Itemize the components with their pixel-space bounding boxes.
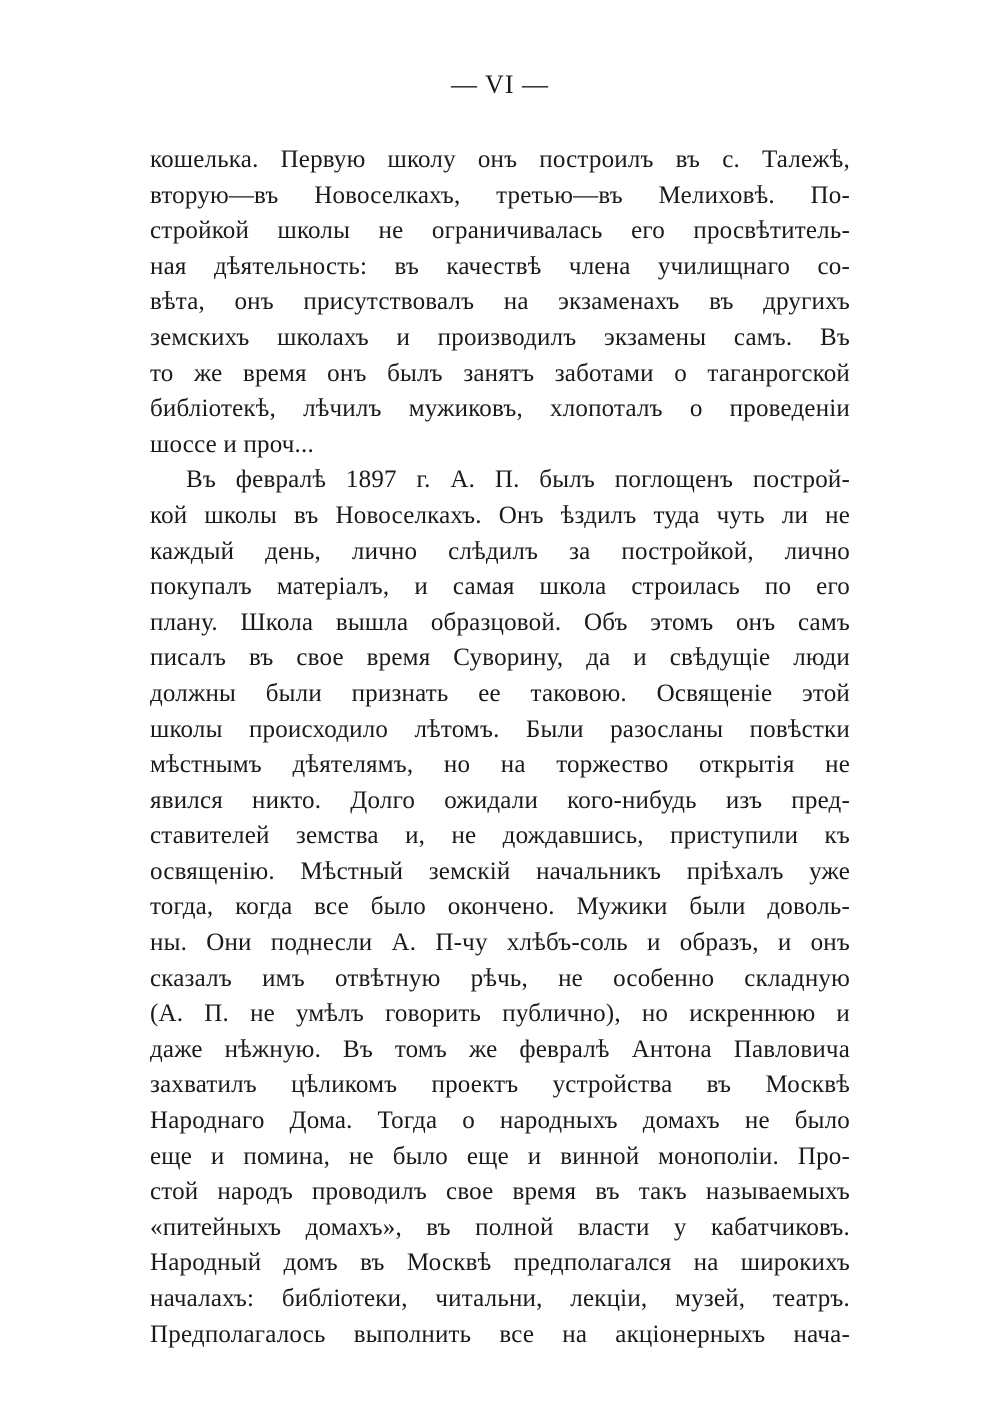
text-line: кой школы въ Новоселкахъ. Онъ ѣздилъ туда чуть ли не [150,501,850,529]
text-line: ная дѣятельность: въ качествѣ члена училищнаго со- [150,252,850,280]
text-line: вторую—въ Новоселкахъ, третью—въ Мелиховѣ. По- [150,181,850,209]
text-line: явился никто. Долго ожидали кого-нибудь изъ пред- [150,786,850,814]
text-line: сказалъ имъ отвѣтную рѣчь, не особенно складную [150,964,850,992]
text-line: началахъ: библіотеки, читальни, лекціи, музей, театръ. [150,1285,850,1312]
body-text [150,142,850,1352]
text-line: кошелька. Первую школу онъ построилъ въ с. Талежѣ, [150,146,850,173]
text-line: Народнаго Дома. Тогда о народныхъ домахъ не было [150,1107,850,1135]
text-line: освященію. Мѣстный земскій начальникъ пріѣхалъ уже [150,857,850,885]
text-line: стой народъ проводилъ свое время въ такъ называемыхъ [150,1178,850,1206]
text-line: должны были признать ее таковою. Освященіе этой [150,679,850,707]
text-line: Предполагалось выполнить все на акціонерныхъ нача- [150,1320,850,1348]
text-line: писалъ въ свое время Суворину, да и свѣдущіе люди [150,644,850,672]
text-line: плану. Школа вышла образцовой. Объ этомъ онъ самъ [150,608,850,636]
text-line: земскихъ школахъ и производилъ экзамены самъ. Въ [150,323,850,351]
text-line: ны. Они поднесли А. П-чу хлѣбъ-соль и образъ, и онъ [150,929,850,957]
text-line: (А. П. не умѣлъ говорить публично), но искреннюю и [150,1000,850,1028]
text-line: Народный домъ въ Москвѣ предполагался на широкихъ [150,1249,850,1277]
text-line: покупалъ матеріалъ, и самая школа строилась по его [150,573,850,601]
text-line: библіотекѣ, лѣчилъ мужиковъ, хлопоталъ о проведеніи [150,395,850,423]
text-line: даже нѣжную. Въ томъ же февралѣ Антона Павловича [150,1035,850,1063]
text-line: тогда, когда все было окончено. Мужики были доволь- [150,893,850,921]
text-line: ставителей земства и, не дождавшись, приступили къ [150,822,850,850]
text-line: захватилъ цѣликомъ проектъ устройства въ Москвѣ [150,1071,850,1099]
text-line: еще и помина, не было еще и винной монополіи. Про- [150,1142,850,1170]
text-line: то же время онъ былъ занятъ заботами о таганрогской [150,359,850,387]
paragraph-1 [150,142,850,462]
page-number: — VI — [451,70,549,99]
text-line: школы происходило лѣтомъ. Были разосланы повѣстки [150,715,850,743]
text-line: мѣстнымъ дѣятелямъ, но на торжество открытія не [150,751,850,779]
text-line: стройкой школы не ограничивалась его просвѣтитель- [150,217,850,245]
text-line: «питейныхъ домахъ», въ полной власти у кабатчиковъ. [150,1213,850,1241]
text-line: шоссе и проч... [150,430,314,458]
text-line: каждый день, лично слѣдилъ за постройкой, лично [150,537,850,565]
text-line: Въ февралѣ 1897 г. А. П. былъ поглощенъ построй- [186,466,850,494]
text-line: вѣта, онъ присутствовалъ на экзаменахъ въ другихъ [150,288,850,316]
paragraph-2 [150,462,850,1352]
